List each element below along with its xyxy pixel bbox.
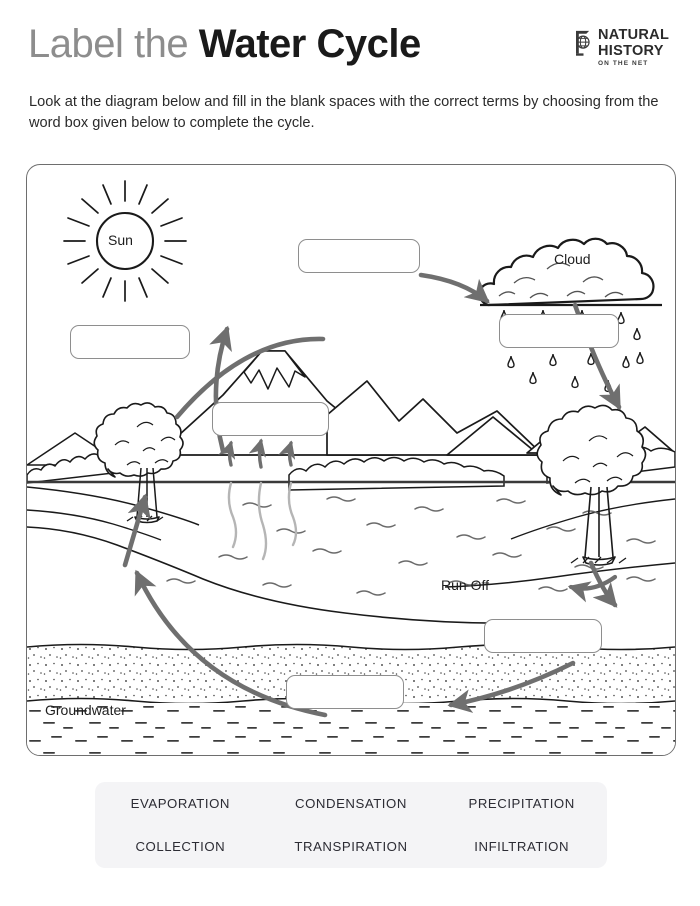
globe-icon	[574, 29, 593, 59]
page-title	[28, 18, 421, 70]
blank-infiltration[interactable]	[484, 619, 602, 653]
tree-right	[537, 405, 645, 565]
blank-collection[interactable]	[286, 675, 404, 709]
word-bank-item[interactable]: TRANSPIRATION	[294, 839, 408, 854]
word-bank-item[interactable]: PRECIPITATION	[468, 796, 575, 811]
tree-left	[94, 403, 183, 523]
water-cycle-diagram	[26, 164, 676, 756]
logo-line2: HISTORY	[598, 42, 664, 59]
page-title-light: Label the	[28, 22, 199, 66]
cloud-icon	[479, 239, 662, 305]
word-bank-item[interactable]: EVAPORATION	[130, 796, 230, 811]
logo-line3: ON THE NET	[598, 60, 649, 67]
blank-transpiration-mountain[interactable]	[212, 402, 329, 436]
label-cloud: Cloud	[554, 251, 591, 267]
arrow-evap-1	[230, 443, 232, 465]
arrow-evap-2	[260, 441, 262, 467]
blank-evaporation-left[interactable]	[70, 325, 190, 359]
label-groundwater: Groundwater	[45, 702, 126, 718]
blank-condensation-top[interactable]	[298, 239, 420, 273]
label-run-off: Run Off	[441, 577, 489, 593]
arrow-condensation-to-cloud	[421, 275, 487, 301]
page-header	[0, 0, 700, 150]
page-title-bold: Water Cycle	[198, 22, 421, 66]
logo-text	[598, 28, 669, 68]
arrow-runoff	[571, 577, 615, 589]
word-bank-grid	[95, 782, 607, 868]
word-bank-item[interactable]: INFILTRATION	[474, 839, 570, 854]
logo-line1: NATURAL	[598, 27, 670, 43]
label-sun: Sun	[108, 232, 133, 248]
lake	[27, 482, 675, 623]
instructions-text: Look at the diagram below and fill in the blank spaces with the correct terms by choosing from the word box given below to complete the cycle.	[29, 94, 659, 131]
word-bank-item[interactable]: COLLECTION	[135, 839, 226, 854]
word-bank-item[interactable]: CONDENSATION	[295, 796, 407, 811]
word-bank	[95, 782, 607, 868]
arrow-evap-3	[290, 443, 292, 465]
blank-precipitation[interactable]	[499, 314, 619, 348]
brand-logo	[574, 28, 678, 72]
